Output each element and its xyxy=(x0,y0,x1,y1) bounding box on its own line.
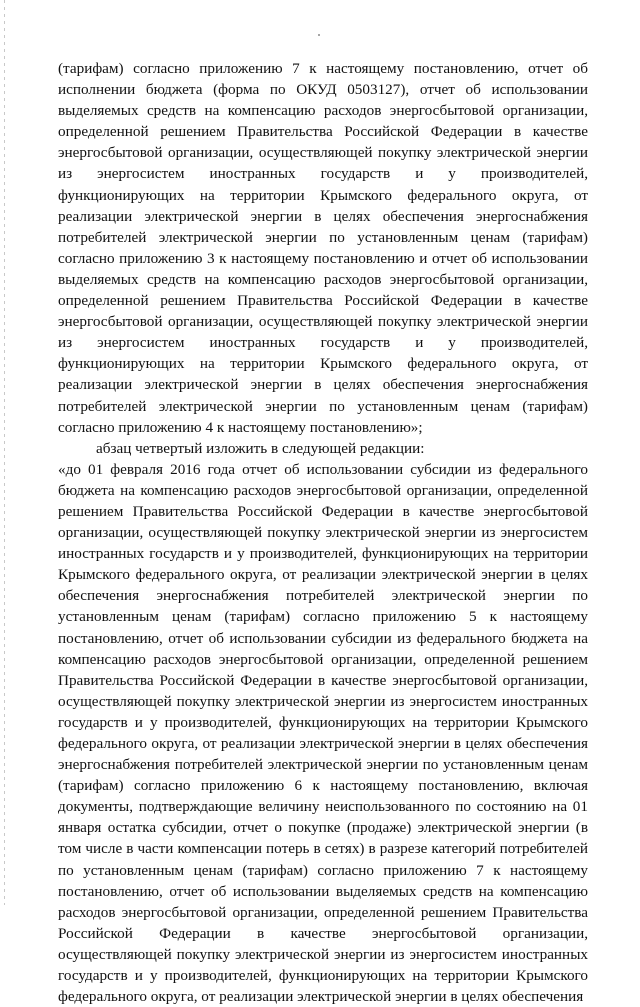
paragraph-instruction: абзац четвертый изложить в следующей редакции: xyxy=(96,439,425,457)
paragraph-continuation: (тарифам) согласно приложению 7 к настоящему постановлению, отчет об исполнении бюджета (форма по ОКУД 0503127), отчет об использовании выделяемых средств на компенсацию расходов энергосбытовой организации, определенной решением Правительства Российской Федерации в качестве энергосбытовой организации, осуществляющей покупку электрической энергии из энергосистем иностранных государств и у производителей, функционирующих на территории Крымского федерального округа, от реализации электрической энергии в целях обеспечения энергоснабжения потребителей электрической энергии по установленным ценам (тарифам) согласно приложению 3 к настоящему постановлению и отчет об использовании выделяемых средств на компенсацию расходов энергосбытовой организации, определенной решением Правительства Российской Федерации в качестве энергосбытовой организации, осуществляющей покупку электрической энергии из энергосистем иностранных государств и у производителей, функционирующих на территории Крымского федерального округа, от реализации электрической энергии в целях обеспечения энергоснабжения потребителей электрической энергии по установленным ценам (тарифам) согласно приложению 4 к настоящему постановлению»; xyxy=(58,60,588,436)
paragraph-new-wording: «до 01 февраля 2016 года отчет об использовании субсидии из федерального бюджета на компенсацию расходов энергосбытовой организации, определенной решением Правительства Российской Федерации в качестве энергосбытовой организации, осуществляющей покупку электрической энергии из энергосистем иностранных государств и у производителей, функционирующих на территории Крымского федерального округа, от реализации электрической энергии в целях обеспечения энергоснабжения потребителей электрической энергии по установленным ценам (тарифам) согласно приложению 5 к настоящему постановлению, отчет об использовании субсидии из федерального бюджета на компенсацию расходов энергосбытовой организации, определенной решением Правительства Российской Федерации в качестве энергосбытовой организации, осуществляющей покупку электрической энергии из энергосистем иностранных государств и у производителей, функционирующих на территории Крымского федерального округа, от реализации электрической энергии в целях обеспечения энергоснабжения потребителей электрической энергии по установленным ценам (тарифам) согласно приложению 6 к настоящему постановлению, включая документы, подтверждающие величину неиспользованного по состоянию на 01 января остатка субсидии, отчет о покупке (продаже) электрической энергии (в том числе в части компенсации потерь в сетях) в разрезе категорий потребителей по установленным ценам (тарифам) согласно приложению 7 к настоящему постановлению, отчет об использовании выделяемых средств на компенсацию расходов энергосбытовой организации, определенной решением Правительства Российской Федерации в качестве энергосбытовой организации, осуществляющей покупку электрической энергии из энергосистем иностранных государств и у производителей, функционирующих на территории Крымского федерального округа, от реализации электрической энергии в целях обеспечения xyxy=(58,460,588,1006)
scan-dot xyxy=(318,34,320,36)
scan-edge-mark xyxy=(4,0,5,905)
document-body xyxy=(58,58,588,1007)
